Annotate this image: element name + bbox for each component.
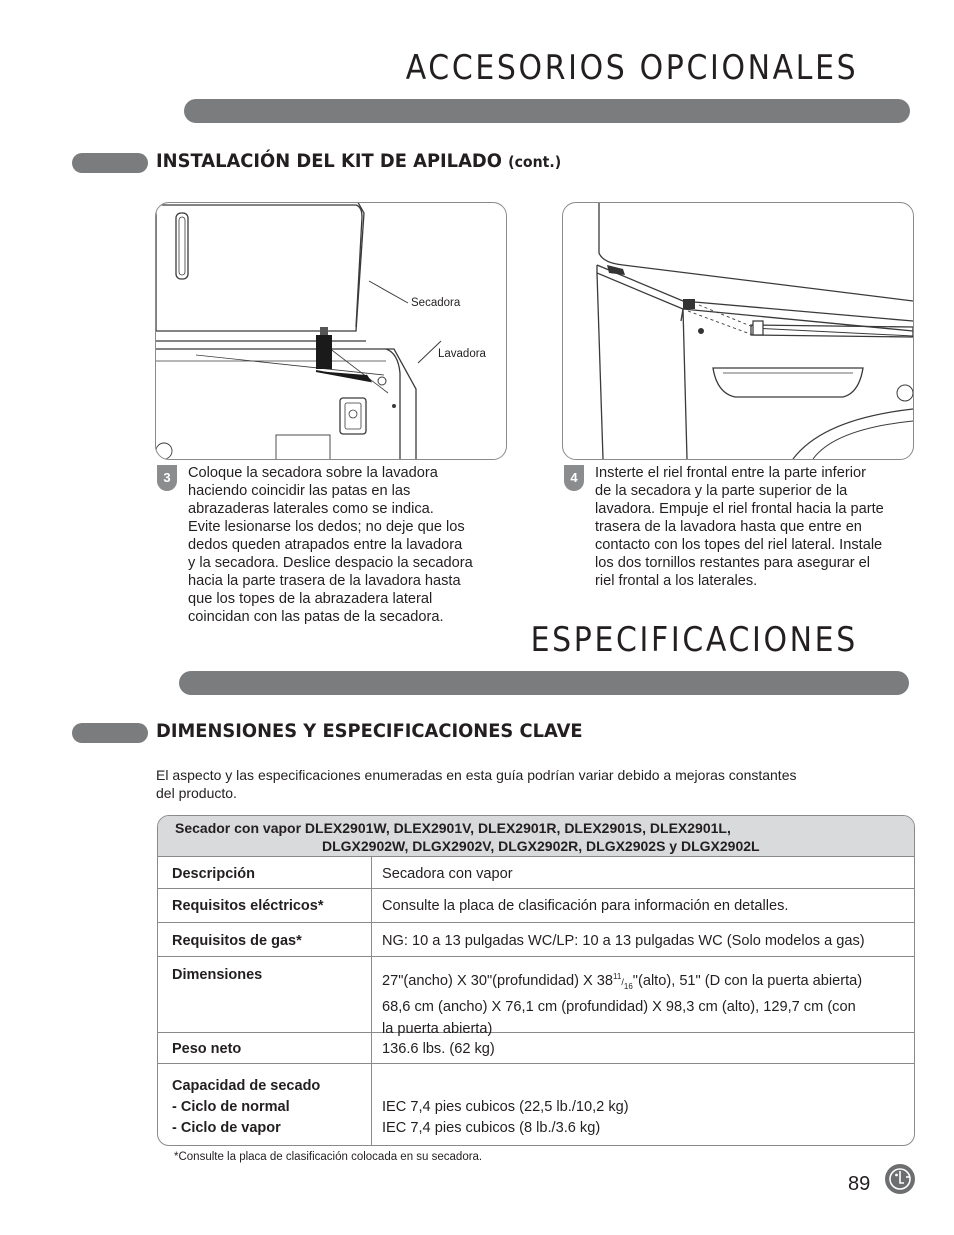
label-dryer: Secadora — [411, 297, 461, 309]
stacking-illustration — [156, 203, 506, 459]
specs-table — [157, 815, 915, 1146]
lg-logo-icon — [884, 1163, 916, 1195]
figure-dryer-on-washer — [155, 202, 507, 460]
table-row — [158, 889, 914, 923]
footnote: *Consulte la placa de clasificación colocada en su secadora. — [174, 1151, 483, 1163]
section-heading-install — [156, 150, 561, 172]
step-3-badge: 3 — [157, 465, 177, 491]
step-3-text — [188, 464, 518, 626]
step-4-text — [595, 464, 925, 590]
label-washer: Lavadora — [438, 348, 486, 360]
table-row — [158, 923, 914, 957]
capacity-steam-label: - Ciclo de vapor — [172, 1120, 281, 1136]
header-line-1: Secador con vapor DLEX2901W, DLEX2901V, DLEX2901R, DLEX2901S, DLEX2901L, — [175, 820, 731, 836]
lg-logo — [884, 1163, 916, 1195]
table-row — [158, 857, 914, 889]
table-row — [158, 1033, 914, 1064]
page-number: 89 — [848, 1173, 871, 1195]
table-row — [158, 957, 914, 1037]
section-heading-specs: DIMENSIONES Y ESPECIFICACIONES CLAVE — [156, 720, 583, 742]
step-3-line: coincidan con las patas de la secadora. — [188, 609, 444, 625]
row-value: Consulte la placa de clasificación para información en detalles. — [382, 898, 789, 914]
section-heading-suffix: (cont.) — [508, 153, 562, 171]
step-3-line: Coloque la secadora sobre la lavadora — [188, 465, 438, 481]
row-label: Requisitos de gas* — [158, 923, 372, 956]
step-3-line: haciendo coincidir las patas en las — [188, 483, 411, 499]
step-4-line: lavadora. Empuje el riel frontal hacia la parte — [595, 501, 884, 517]
intro-line: del producto. — [156, 785, 237, 801]
step-3-line: dedos queden atrapados entre la lavadora — [188, 537, 463, 553]
capacity-normal-label: - Ciclo de normal — [172, 1099, 290, 1115]
step-4-line: trasera de la lavadora hasta que entre en — [595, 519, 862, 535]
step-4-badge: 4 — [564, 465, 584, 491]
row-value-capacity — [382, 1097, 908, 1139]
page-title: ACCESORIOS OPCIONALES — [405, 48, 858, 88]
step-3-line: abrazaderas laterales como se indica. — [188, 501, 434, 517]
row-label: Peso neto — [158, 1033, 372, 1063]
front-rail-illustration — [563, 203, 913, 459]
row-label: Dimensiones — [158, 957, 372, 1032]
specs-intro — [156, 766, 916, 802]
title-bar — [184, 99, 910, 123]
specs-title: ESPECIFICACIONES — [530, 620, 858, 660]
row-value: Secadora con vapor — [382, 866, 513, 882]
intro-line: El aspecto y las especificaciones enumeradas en esta guía podrían variar debido a mejoras constantes — [156, 767, 797, 783]
table-row — [158, 1064, 914, 1145]
figure-front-rail — [562, 202, 914, 460]
capacity-label: Capacidad de secado — [172, 1078, 321, 1094]
step-3-line: que los topes de la abrazadera lateral — [188, 591, 433, 607]
capacity-steam-value: IEC 7,4 pies cubicos (8 lb./3.6 kg) — [382, 1120, 601, 1136]
step-3-line: y la secadora. Deslice despacio la secadora — [188, 555, 473, 571]
step-4-line: riel frontal a los laterales. — [595, 573, 758, 589]
row-label: Requisitos eléctricos* — [158, 889, 372, 922]
section-marker — [72, 153, 148, 173]
step-4-line: Insterte el riel frontal entre la parte inferior — [595, 465, 866, 481]
dimensions-imperial: 27"(ancho) X 30"(profundidad) X $38^{11}/_{16}"(alto)$, 51" (D con la puerta abierta) — [382, 972, 863, 991]
specs-bar — [179, 671, 909, 695]
step-3-line: Evite lesionarse los dedos; no deje que los — [188, 519, 465, 535]
section-heading-text: INSTALACIÓN DEL KIT DE APILADO — [156, 150, 502, 172]
dimensions-metric-cont: la puerta abierta) — [382, 1020, 493, 1037]
step-4-line: los dos tornillos restantes para asegurar el — [595, 555, 870, 571]
dimensions-metric: 68,6 cm (ancho) X 76,1 cm (profundidad) X 98,3 cm (alto), 129,7 cm (con — [382, 999, 856, 1016]
row-value-dimensions — [382, 966, 908, 1040]
section-marker — [72, 723, 148, 743]
row-label: Descripción — [158, 857, 372, 888]
specs-table-header — [158, 816, 914, 857]
step-3-line: hacia la parte trasera de la lavadora hasta — [188, 573, 461, 589]
step-4-line: de la secadora y la parte superior de la — [595, 483, 848, 499]
row-label-capacity — [158, 1064, 372, 1145]
row-value: NG: 10 a 13 pulgadas WC/LP: 10 a 13 pulgadas WC (Solo modelos a gas) — [382, 933, 865, 949]
header-line-2: DLGX2902W, DLGX2902V, DLGX2902R, DLGX2902S y DLGX2902L — [322, 838, 760, 854]
capacity-normal-value: IEC 7,4 pies cubicos (22,5 lb./10,2 kg) — [382, 1099, 629, 1115]
step-4-line: contacto con los topes del riel lateral. Instale — [595, 537, 883, 553]
row-value: 136.6 lbs. (62 kg) — [382, 1041, 495, 1057]
